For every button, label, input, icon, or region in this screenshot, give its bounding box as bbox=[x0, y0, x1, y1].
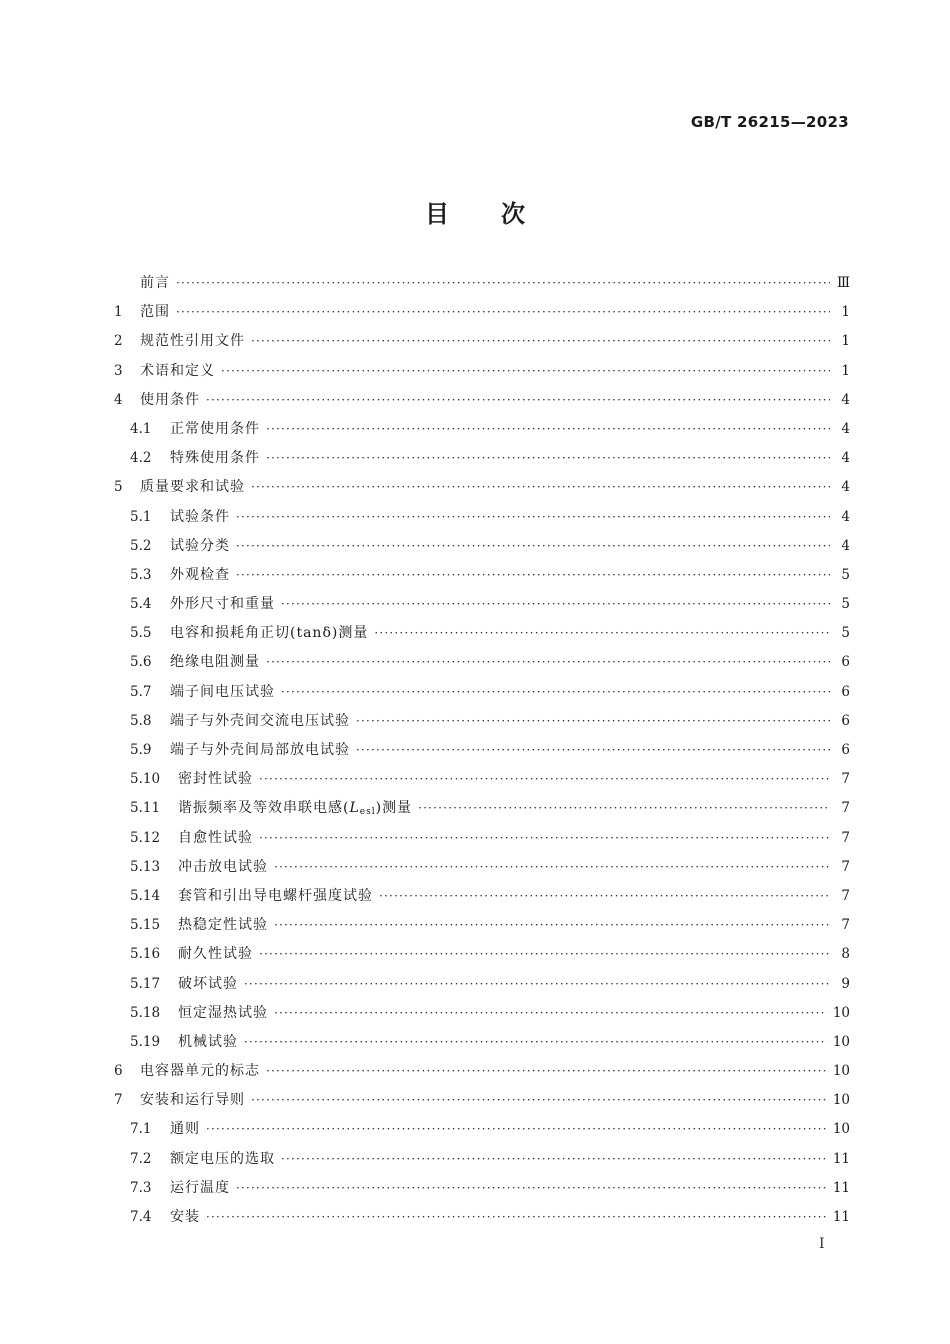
toc-entry[interactable] bbox=[114, 327, 850, 356]
toc-entry-label: 安装和运行导则 bbox=[140, 1092, 245, 1109]
toc-entry-symbol-subscript: esl bbox=[359, 807, 376, 818]
toc-entry-number: 1 bbox=[114, 304, 123, 321]
toc-entry[interactable] bbox=[114, 1115, 850, 1144]
toc-entry-page: 6 bbox=[841, 742, 850, 758]
page-number: I bbox=[819, 1236, 825, 1252]
toc-entry-number: 5.13 bbox=[130, 858, 161, 875]
toc-entry[interactable] bbox=[114, 678, 850, 707]
toc-entry-number: 5.9 bbox=[130, 742, 152, 758]
toc-entry-label: 通则 bbox=[170, 1121, 200, 1138]
toc-entry[interactable] bbox=[114, 619, 850, 648]
toc-dot-leader bbox=[281, 1145, 827, 1174]
toc-dot-leader bbox=[251, 1086, 827, 1115]
toc-dot-leader bbox=[259, 940, 830, 969]
toc-entry-label: 范围 bbox=[140, 304, 170, 321]
toc-dot-leader bbox=[259, 765, 830, 794]
toc-entry-label: 正常使用条件 bbox=[170, 420, 260, 437]
toc-dot-leader bbox=[274, 853, 830, 882]
toc-dot-leader bbox=[206, 1203, 827, 1232]
toc-entry-number: 7.4 bbox=[130, 1209, 152, 1225]
toc-entry-page: 5 bbox=[841, 625, 850, 642]
toc-entry-number: 5.4 bbox=[130, 596, 152, 613]
toc-entry[interactable] bbox=[114, 940, 850, 969]
toc-entry-number: 2 bbox=[114, 333, 123, 350]
toc-dot-leader bbox=[251, 327, 830, 356]
toc-entry[interactable] bbox=[114, 415, 850, 444]
toc-entry-number: 7 bbox=[114, 1092, 123, 1109]
toc-entry-number: 7.2 bbox=[130, 1150, 152, 1167]
toc-entry-number: 4 bbox=[114, 391, 123, 408]
toc-entry-label: 试验分类 bbox=[170, 537, 230, 554]
toc-entry-number: 5.19 bbox=[130, 1033, 161, 1050]
toc-dot-leader bbox=[418, 794, 830, 823]
toc-dot-leader bbox=[206, 1115, 827, 1144]
toc-dot-leader bbox=[266, 1057, 827, 1086]
toc-entry-label: 试验条件 bbox=[170, 508, 230, 525]
toc-entry-page: 10 bbox=[832, 1121, 850, 1138]
toc-entry-number: 5.10 bbox=[130, 771, 161, 788]
toc-entry-label: 运行温度 bbox=[170, 1179, 230, 1196]
toc-entry-number: 5.1 bbox=[130, 508, 152, 525]
toc-entry-label: 安装 bbox=[170, 1209, 200, 1225]
toc-entry-number: 5.5 bbox=[130, 625, 152, 642]
toc-dot-leader bbox=[236, 503, 830, 532]
toc-dot-leader bbox=[266, 648, 830, 677]
toc-entry-number: 5.14 bbox=[130, 887, 161, 904]
toc-entry[interactable] bbox=[114, 1057, 850, 1086]
toc-entry-page: 7 bbox=[841, 858, 850, 875]
toc-entry-page: 10 bbox=[832, 1092, 850, 1109]
toc-entry[interactable] bbox=[114, 648, 850, 677]
toc-entry-label-text: 谐振频率及等效串联电感 bbox=[178, 800, 343, 817]
toc-entry[interactable] bbox=[114, 386, 850, 415]
toc-entry-page: 7 bbox=[841, 800, 850, 817]
toc-entry-page: 4 bbox=[841, 391, 850, 408]
toc-entry[interactable] bbox=[114, 503, 850, 532]
toc-entry-label: 前言 bbox=[140, 275, 170, 291]
toc-entry[interactable] bbox=[114, 970, 850, 999]
toc-entry-page: 4 bbox=[841, 450, 850, 467]
toc-entry-label: 谐振频率及等效串联电感(Lesl)测量 bbox=[178, 800, 413, 818]
toc-entry[interactable] bbox=[114, 794, 850, 823]
toc-entry[interactable] bbox=[114, 590, 850, 619]
toc-dot-leader bbox=[356, 707, 830, 736]
toc-entry-number: 4.1 bbox=[130, 420, 152, 437]
toc-entry-label: 破坏试验 bbox=[178, 975, 238, 992]
toc-entry[interactable] bbox=[114, 1028, 850, 1057]
toc-dot-leader bbox=[274, 911, 830, 940]
toc-entry[interactable] bbox=[114, 298, 850, 327]
toc-entry-page: 1 bbox=[841, 333, 850, 350]
toc-entry-label: 套管和引出导电螺杆强度试验 bbox=[178, 887, 373, 904]
toc-dot-leader bbox=[176, 269, 830, 298]
toc-entry-page: 5 bbox=[841, 596, 850, 613]
toc-entry-label: 术语和定义 bbox=[140, 362, 215, 379]
toc-entry-number: 5 bbox=[114, 479, 123, 496]
toc-entry-page: 11 bbox=[832, 1179, 850, 1196]
toc-dot-leader bbox=[379, 882, 830, 911]
toc-entry-number: 5.8 bbox=[130, 712, 152, 729]
toc-entry-page: 4 bbox=[841, 508, 850, 525]
toc-entry-number: 6 bbox=[114, 1063, 123, 1080]
toc-entry-page: 7 bbox=[841, 917, 850, 934]
toc-dot-leader bbox=[206, 386, 830, 415]
toc-entry-page: 1 bbox=[841, 304, 850, 321]
toc-entry-label: 电容器单元的标志 bbox=[140, 1063, 260, 1080]
toc-entry[interactable] bbox=[114, 736, 850, 765]
toc-entry-page: 4 bbox=[841, 479, 850, 496]
toc-entry-label: 质量要求和试验 bbox=[140, 479, 245, 496]
toc-entry-label: 耐久性试验 bbox=[178, 946, 253, 963]
toc-entry-label: 额定电压的选取 bbox=[170, 1150, 275, 1167]
toc-dot-leader bbox=[236, 561, 830, 590]
toc-entry-page: 6 bbox=[841, 683, 850, 700]
toc-entry[interactable] bbox=[114, 1145, 850, 1174]
toc-entry-page: 6 bbox=[841, 654, 850, 671]
toc-dot-leader bbox=[274, 999, 827, 1028]
toc-entry-page: 9 bbox=[841, 975, 850, 992]
toc-entry-label: 规范性引用文件 bbox=[140, 333, 245, 350]
toc-entry-page: 6 bbox=[841, 712, 850, 729]
toc-entry-label: 使用条件 bbox=[140, 391, 200, 408]
standard-number: GB/T 26215—2023 bbox=[690, 113, 849, 131]
toc-dot-leader bbox=[221, 357, 830, 386]
toc-entry-label: 机械试验 bbox=[178, 1033, 238, 1050]
toc-entry-label: 绝缘电阻测量 bbox=[170, 654, 260, 671]
toc-dot-leader bbox=[266, 415, 830, 444]
toc-entry-label: 外形尺寸和重量 bbox=[170, 596, 275, 613]
toc-dot-leader bbox=[356, 736, 830, 765]
toc-entry[interactable] bbox=[114, 357, 850, 386]
toc-entry-number: 7.3 bbox=[130, 1179, 152, 1196]
toc-entry-label: 特殊使用条件 bbox=[170, 450, 260, 467]
toc-entry-page: 4 bbox=[841, 420, 850, 437]
toc-entry-label-suffix: 测量 bbox=[382, 800, 413, 817]
toc-dot-leader bbox=[281, 678, 830, 707]
toc-entry[interactable] bbox=[114, 561, 850, 590]
toc-entry-label: 自愈性试验 bbox=[178, 829, 253, 846]
toc-dot-leader bbox=[236, 532, 830, 561]
toc-entry-page: 10 bbox=[832, 1004, 850, 1021]
toc-entry-number: 5.3 bbox=[130, 566, 152, 583]
toc-entry-number: 5.18 bbox=[130, 1004, 161, 1021]
toc-entry[interactable] bbox=[114, 882, 850, 911]
toc-entry-number: 5.11 bbox=[130, 800, 161, 817]
toc-entry-page: 7 bbox=[841, 771, 850, 788]
toc-entry-page: Ⅲ bbox=[836, 275, 850, 291]
toc-dot-leader bbox=[281, 590, 830, 619]
toc-entry[interactable] bbox=[114, 911, 850, 940]
toc-entry-page: 8 bbox=[841, 946, 850, 963]
toc-entry-label: 端子与外壳间局部放电试验 bbox=[170, 742, 350, 758]
toc-entry[interactable] bbox=[114, 707, 850, 736]
toc-entry[interactable] bbox=[114, 853, 850, 882]
toc-dot-leader bbox=[259, 824, 830, 853]
toc-dot-leader bbox=[266, 444, 830, 473]
toc-entry-label: 冲击放电试验 bbox=[178, 858, 268, 875]
toc-dot-leader bbox=[374, 619, 830, 648]
toc-entry-number: 5.16 bbox=[130, 946, 161, 963]
toc-dot-leader bbox=[244, 970, 830, 999]
toc-dot-leader bbox=[251, 473, 830, 502]
toc-entry[interactable] bbox=[114, 765, 850, 794]
toc-entry-page: 10 bbox=[832, 1063, 850, 1080]
toc-entry[interactable] bbox=[114, 532, 850, 561]
toc-entry-page: 7 bbox=[841, 887, 850, 904]
toc-entry[interactable] bbox=[114, 269, 850, 298]
toc-entry-label: 恒定湿热试验 bbox=[178, 1004, 268, 1021]
toc-entry-number: 7.1 bbox=[130, 1121, 152, 1138]
toc-entry-label: 外观检查 bbox=[170, 566, 230, 583]
toc-entry-number: 3 bbox=[114, 362, 123, 379]
toc-entry-label: 端子与外壳间交流电压试验 bbox=[170, 712, 350, 729]
toc-entry-page: 11 bbox=[832, 1150, 850, 1167]
toc-entry-page: 4 bbox=[841, 537, 850, 554]
toc-dot-leader bbox=[236, 1174, 827, 1203]
toc-entry[interactable] bbox=[114, 444, 850, 473]
toc-entry[interactable] bbox=[114, 1086, 850, 1115]
toc-entry-number: 5.17 bbox=[130, 975, 161, 992]
toc-entry-number: 5.15 bbox=[130, 917, 161, 934]
toc-entry[interactable] bbox=[114, 1203, 850, 1232]
toc-entry-symbol: L bbox=[349, 800, 360, 817]
toc-entry[interactable] bbox=[114, 999, 850, 1028]
toc-entry-page: 1 bbox=[841, 362, 850, 379]
toc-entry-label: 端子间电压试验 bbox=[170, 683, 275, 700]
toc-entry-number: 4.2 bbox=[130, 450, 152, 467]
table-of-contents bbox=[114, 269, 850, 1232]
toc-entry-number: 5.7 bbox=[130, 683, 152, 700]
toc-dot-leader bbox=[176, 298, 830, 327]
toc-entry-number: 5.2 bbox=[130, 537, 152, 554]
toc-entry[interactable] bbox=[114, 1174, 850, 1203]
toc-entry-label: 电容和损耗角正切(tanδ)测量 bbox=[170, 625, 369, 642]
toc-entry-number: 5.6 bbox=[130, 654, 152, 671]
toc-entry-label: 密封性试验 bbox=[178, 771, 253, 788]
toc-dot-leader bbox=[244, 1028, 827, 1057]
toc-entry[interactable] bbox=[114, 824, 850, 853]
toc-entry-number: 5.12 bbox=[130, 829, 161, 846]
toc-entry-page: 5 bbox=[841, 566, 850, 583]
toc-entry-page: 11 bbox=[832, 1209, 850, 1225]
toc-entry-page: 10 bbox=[832, 1033, 850, 1050]
toc-entry-label: 热稳定性试验 bbox=[178, 917, 268, 934]
toc-entry[interactable] bbox=[114, 473, 850, 502]
toc-entry-page: 7 bbox=[841, 829, 850, 846]
page-title: 目次 bbox=[425, 200, 577, 228]
